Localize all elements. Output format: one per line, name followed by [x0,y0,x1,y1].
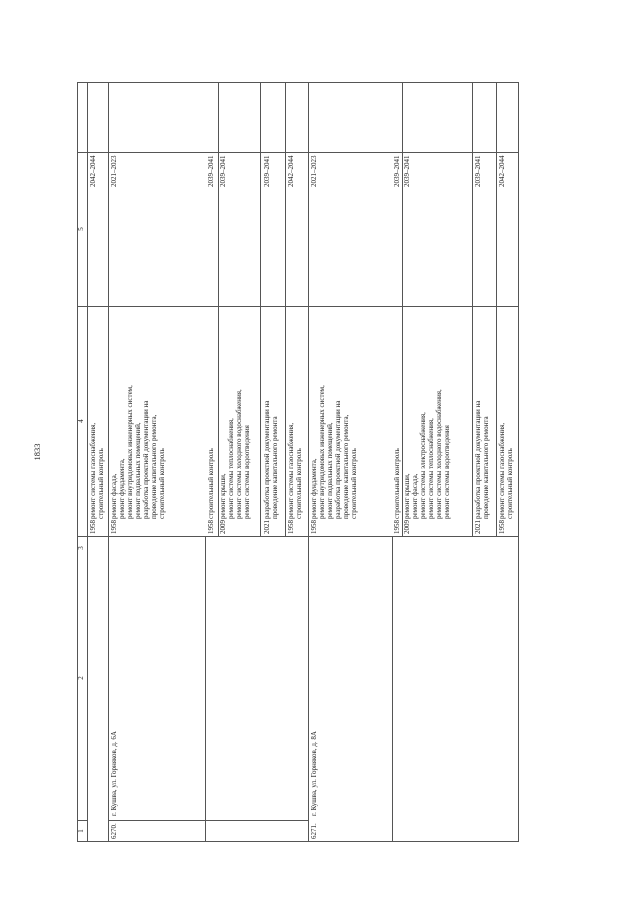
row-work-item: ремонт системы теплоснабжения, [427,418,435,519]
column-line [108,820,308,821]
row-line [108,83,109,841]
row-year: 1958 [110,520,118,534]
row-work-item: разработка проектной документации на [334,400,342,519]
row-line [218,83,219,536]
row-line [392,536,393,841]
capital-repair-table [77,82,519,842]
row-period: 2039–2041 [403,155,411,187]
row-number: 6270. [110,823,118,839]
row-work-item: строительный контроль [506,448,514,519]
row-work-item: ремонт крыши, [403,473,411,519]
row-line [285,83,286,536]
row-work-item: ремонт подвальных помещений, [134,422,142,519]
row-year: 1958 [207,520,215,534]
row-year: 1958 [498,520,506,534]
row-work-item: проведение капитального ремонта, [150,414,158,519]
row-period: 2039–2041 [393,155,401,187]
header-col-5: 5 [77,227,85,231]
row-year: 2021 [474,520,482,534]
column-line [78,536,518,537]
page-number [30,441,44,463]
row-line [205,536,206,841]
row-period: 2042–2044 [498,155,506,187]
row-address: г. Кушва, ул. Горняков, д. 6А [110,731,118,816]
header-col-3: 3 [77,546,85,550]
row-period: 2021–2023 [310,155,318,187]
row-year: 1958 [393,520,401,534]
row-work-item: ремонт фундамента, [118,458,126,519]
row-work-item: проведение капитального ремонта, [342,414,350,519]
row-work-item: ремонт внутридомовых инженерных систем, [318,385,326,519]
row-work-item: строительный контроль [207,448,215,519]
row-line [87,83,88,841]
row-work-item: ремонт фасада, [110,473,118,519]
row-work-item: ремонт системы водоотведения [443,425,451,519]
row-work-item: строительный контроль [393,448,401,519]
row-year: 2009 [403,520,411,534]
row-year: 1958 [287,520,295,534]
header-col-2: 2 [77,676,85,680]
row-work-item: разработка проектной документации на [142,400,150,519]
row-work-item: ремонт системы холодного водоснабжения, [235,389,243,519]
row-period: 2039–2041 [207,155,215,187]
row-address: г. Кушва, ул. Горняков, д. 8А [310,731,318,816]
row-work-item: ремонт системы водоотведения [243,425,251,519]
row-work-item: разработка проектной документации на [263,400,271,519]
continuation-work: строительный контроль [97,448,105,519]
row-work-item: ремонт системы электроснабжения, [419,412,427,519]
row-line [402,83,403,536]
page-number-text: 1833 [32,443,42,461]
row-work-item: ремонт системы газоснабжения, [498,422,506,519]
row-period: 2039–2041 [474,155,482,187]
row-work-item: ремонт системы холодного водоснабжения, [435,389,443,519]
row-line [496,83,497,536]
row-work-item: ремонт крыши, [219,473,227,519]
header-col-4: 4 [77,419,85,423]
row-work-item: ремонт фундамента, [310,458,318,519]
row-period: 2039–2041 [219,155,227,187]
column-line [78,152,518,153]
row-line [472,83,473,536]
row-work-item: ремонт системы теплоснабжения, [227,418,235,519]
continuation-work: ремонт системы газоснабжения, [89,422,97,519]
row-period: 2021–2023 [110,155,118,187]
row-work-item: ремонт системы газоснабжения, [287,422,295,519]
row-work-item: строительный контроль [350,448,358,519]
row-work-item: проведение капитального ремонта [271,416,279,519]
row-work-item: ремонт фасада, [411,473,419,519]
header-col-1: 1 [77,829,85,833]
row-year: 2021 [263,520,271,534]
row-year: 1958 [310,520,318,534]
row-work-item: ремонт подвальных помещений, [326,422,334,519]
row-number: 6271. [310,823,318,839]
row-year: 2009 [219,520,227,534]
row-period: 2039–2041 [263,155,271,187]
row-work-item: разработка проектной документации на [474,400,482,519]
row-work-item: ремонт внутридомовых инженерных систем, [126,385,134,519]
row-line [308,83,309,841]
row-work-item: проведение капитального ремонта [482,416,490,519]
column-line [78,306,518,307]
row-work-item: строительный контроль [295,448,303,519]
continuation-period: 2042–2044 [89,155,97,187]
row-line [260,83,261,536]
row-work-item: строительный контроль [158,448,166,519]
row-period: 2042–2044 [287,155,295,187]
continuation-year: 1958 [89,520,97,534]
